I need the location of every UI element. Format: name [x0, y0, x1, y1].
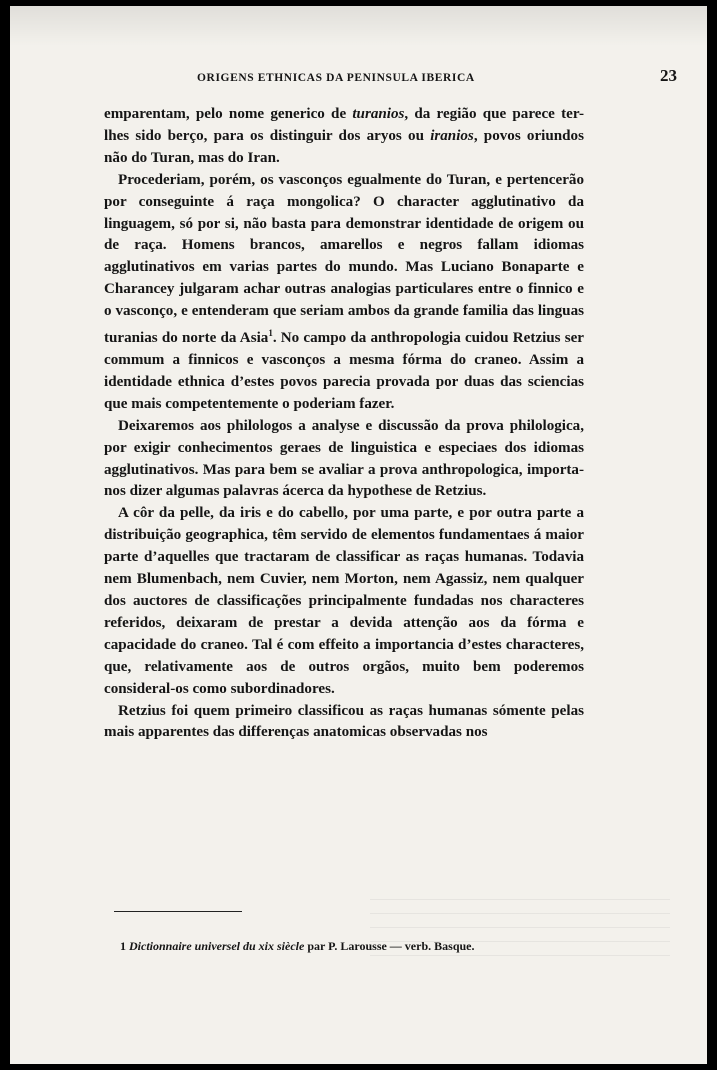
book-page [10, 6, 707, 1064]
page-number: 23 [660, 66, 677, 85]
paragraph-text: emparentam, pelo nome generico de [104, 106, 353, 122]
body-text [104, 104, 584, 744]
paragraph [104, 701, 584, 745]
paragraph-text: Deixaremos aos philologos a analyse e discussão da prova philologica, por exigir conhecimentos geraes de linguistica e especiaes dos idiomas agglutinativos. Mas para bem se avaliar a prova anthropologica, importa-nos dizer algumas palavras ácerca da hypothese de Retzius. [104, 417, 584, 500]
paragraph [104, 104, 584, 170]
italic-term: turanios [352, 106, 405, 122]
footnote-marker: 1 [120, 939, 126, 953]
page-header [105, 66, 677, 88]
paragraph-text: , da região que parece ter-lhes sido berço, para os distinguir dos aryos ou [104, 106, 584, 144]
paragraph [104, 170, 584, 416]
paragraph-text: Retzius foi quem primeiro classificou as raças humanas sómente pelas mais apparentes das differenças anatomicas observadas nos [104, 702, 584, 741]
footnote [120, 939, 590, 954]
paragraph-text: , povos oriundos não do Turan, mas do Iran. [104, 127, 584, 166]
footnote-title: Dictionnaire universel du xix siècle [129, 939, 305, 953]
footnote-rule [114, 911, 242, 912]
paragraph-text: . No campo da anthropologia cuidou Retzius ser commum a finnicos e vasconços a mesma fórma do craneo. Assim a identidade ethnica d’estes povos parecia provada por duas das sciencias que mais competentemente o poderiam fazer. [104, 330, 584, 412]
footnote-text: par P. Larousse — verb. [304, 939, 435, 953]
footnote-reference: 1 [268, 328, 273, 339]
paragraph [104, 503, 584, 700]
running-head: ORIGENS ETHNICAS DA PENINSULA IBERICA [197, 72, 475, 84]
paragraph [104, 416, 584, 504]
footnote-headword: Basque. [434, 939, 475, 953]
paragraph-text: Procederiam, porém, os vasconços egualmente do Turan, e pertencerão por conseguinte á raça mongolica? O character agglutinativo da linguagem, só por si, não basta para demonstrar identidade de origem ou de raça. Homens brancos, amarellos e negros fallam idiomas agglutinativos em varias partes do mundo. Mas Luciano Bonaparte e Charancey julgaram achar outras analogias particulares entre o finnico e o vasconço, e entenderam que seriam ambos da grande familia das linguas turanias do norte da Asia [104, 171, 584, 347]
page-shadow [10, 6, 707, 46]
paragraph-text: A côr da pelle, da iris e do cabello, por uma parte, e por outra parte a distribuição geographica, têm servido de elementos fundamentaes á maior parte d’aquelles que tractaram de classificar as raças humanas. Todavia nem Blumenbach, nem Cuvier, nem Morton, nem Agassiz, nem qualquer dos auctores de classificações principalmente fundadas nos characteres referidos, deixaram de prestar a devida attenção aos da fórma e capacidade do craneo. Tal é com effeito a importancia d’estes characteres, que, relativamente aos de outros orgãos, muito bem poderemos consideral-os como subordinadores. [104, 505, 584, 697]
italic-term: iranios [430, 127, 474, 144]
